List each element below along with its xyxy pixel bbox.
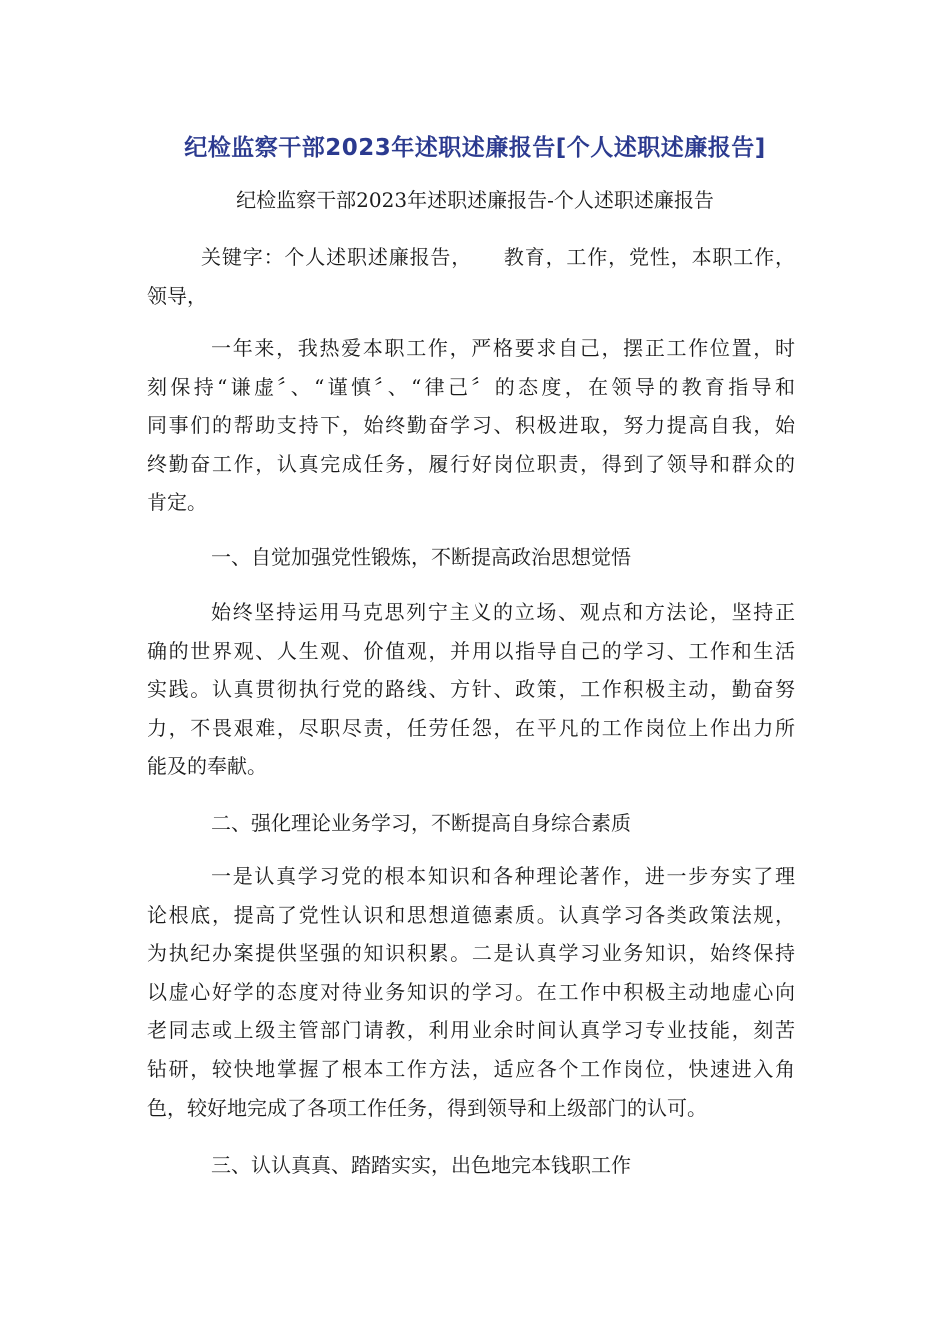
keywords-line: 关键字：个人述职述廉报告， 教育，工作，党性，本职工作， bbox=[201, 245, 795, 269]
paragraph-line: 实践。认真贯彻执行党的路线、方针、政策，工作积极主动，勤奋努 bbox=[147, 677, 795, 702]
paragraph-line: 一是认真学习党的根本知识和各种理论著作，进一步夯实了理 bbox=[211, 864, 795, 888]
section-2-paragraph bbox=[147, 857, 795, 1127]
paragraph-line: 力，不畏艰难，尽职尽责，任劳任怨，在平凡的工作岗位上作出力所 bbox=[147, 715, 795, 740]
paragraph-line: 色，较好地完成了各项工作任务，得到领导和上级部门的认可。 bbox=[147, 1095, 707, 1120]
paragraph-line: 同事们的帮助支持下，始终勤奋学习、积极进取，努力提高自我，始 bbox=[147, 413, 795, 438]
document-subtitle: 纪检监察干部2023年述职述廉报告-个人述职述廉报告 bbox=[236, 188, 714, 212]
paragraph-line: 论根底，提高了党性认识和思想道德素质。认真学习各类政策法规， bbox=[147, 902, 795, 927]
section-heading-1: 一、自觉加强党性锻炼，不断提高政治思想觉悟 bbox=[211, 545, 631, 569]
paragraph-line: 老同志或上级主管部门请教，利用业余时间认真学习专业技能，刻苦 bbox=[147, 1018, 795, 1043]
paragraph-line: 肯定。 bbox=[147, 490, 207, 515]
keywords-paragraph bbox=[147, 238, 795, 315]
paragraph-line: 能及的奉献。 bbox=[147, 754, 267, 779]
section-1-paragraph bbox=[147, 593, 795, 786]
section-heading-2: 二、强化理论业务学习，不断提高自身综合素质 bbox=[211, 811, 631, 835]
paragraph-line: 始终坚持运用马克思列宁主义的立场、观点和方法论，坚持正 bbox=[211, 600, 795, 624]
paragraph-line: 一年来，我热爱本职工作，严格要求自己，摆正工作位置，时 bbox=[211, 336, 795, 360]
paragraph-line: 确的世界观、人生观、价值观，并用以指导自己的学习、工作和生活 bbox=[147, 638, 795, 663]
paragraph-line: 以虚心好学的态度对待业务知识的学习。在工作中积极主动地虚心向 bbox=[147, 979, 795, 1004]
paragraph-line: 钻研，较快地掌握了根本工作方法，适应各个工作岗位，快速进入角 bbox=[147, 1056, 795, 1081]
section-heading-3: 三、认认真真、踏踏实实，出色地完本钱职工作 bbox=[211, 1153, 631, 1177]
keywords-line: 领导， bbox=[147, 283, 207, 308]
paragraph-line: 刻保持“谦虚〞、“谨慎〞、“律己〞的态度，在领导的教育指导和 bbox=[147, 374, 795, 399]
paragraph-line: 终勤奋工作，认真完成任务，履行好岗位职责，得到了领导和群众的 bbox=[147, 451, 795, 476]
document-title: 纪检监察干部2023年述职述廉报告[个人述职述廉报告] bbox=[184, 135, 766, 161]
intro-paragraph bbox=[147, 329, 795, 522]
paragraph-line: 为执纪办案提供坚强的知识积累。二是认真学习业务知识，始终保持 bbox=[147, 941, 795, 966]
